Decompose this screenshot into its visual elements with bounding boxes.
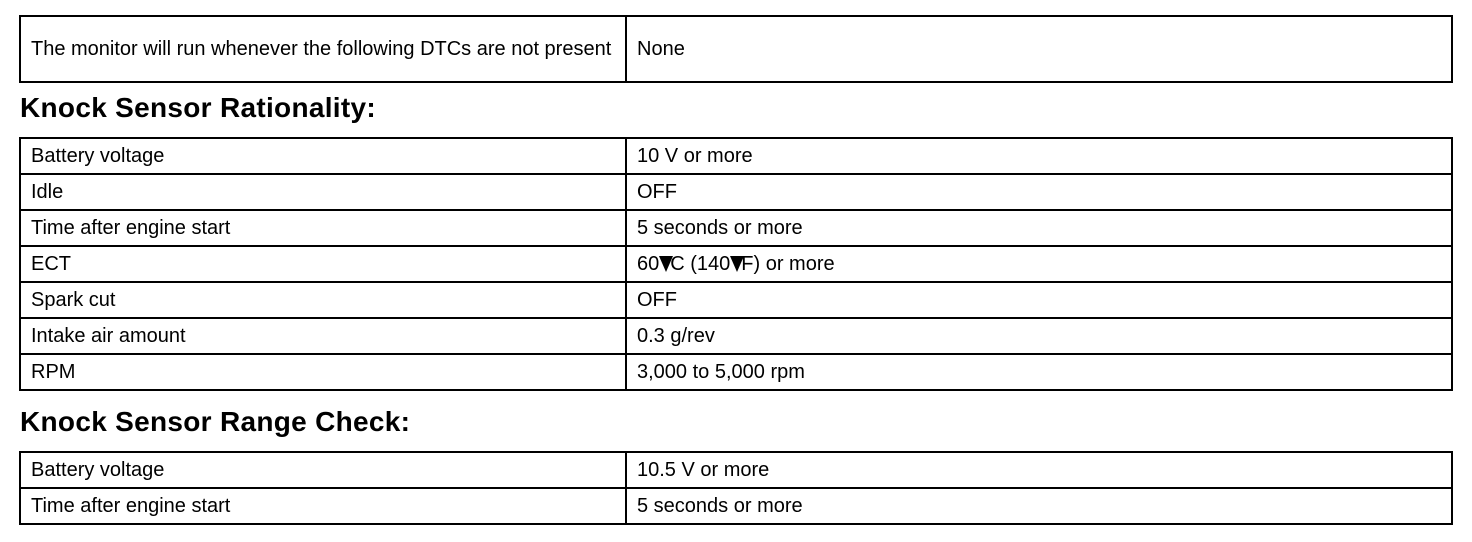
row-label: Time after engine start xyxy=(20,488,626,524)
row-value: 0.3 g/rev xyxy=(626,318,1452,354)
row-value: 10 V or more xyxy=(626,138,1452,174)
row-value: 5 seconds or more xyxy=(626,488,1452,524)
row-label: Battery voltage xyxy=(20,452,626,488)
row-label: Idle xyxy=(20,174,626,210)
row-value xyxy=(626,246,1452,282)
table-row xyxy=(20,354,1452,390)
row-label: RPM xyxy=(20,354,626,390)
row-value: 10.5 V or more xyxy=(626,452,1452,488)
range-check-table xyxy=(19,451,1453,525)
table-row xyxy=(20,210,1452,246)
row-value: None xyxy=(626,16,1452,82)
section-heading-rationality: Knock Sensor Rationality: xyxy=(20,92,377,123)
table-row xyxy=(20,246,1452,282)
row-label: Battery voltage xyxy=(20,138,626,174)
ect-value-part: 60 xyxy=(637,253,660,275)
table-row xyxy=(20,452,1452,488)
row-value: OFF xyxy=(626,282,1452,318)
table-row xyxy=(20,174,1452,210)
row-label: ECT xyxy=(20,246,626,282)
row-label: The monitor will run whenever the following DTCs are not present xyxy=(20,16,626,82)
ect-value-part: C (140 xyxy=(670,253,731,275)
row-value: 3,000 to 5,000 rpm xyxy=(626,354,1452,390)
monitor-conditions-table xyxy=(19,15,1453,83)
row-value: OFF xyxy=(626,174,1452,210)
row-label: Spark cut xyxy=(20,282,626,318)
table-row xyxy=(20,138,1452,174)
table-row xyxy=(20,488,1452,524)
rationality-table xyxy=(19,137,1453,391)
ect-value-part: F) or more xyxy=(741,253,835,275)
table-row xyxy=(20,282,1452,318)
table-row xyxy=(20,16,1452,82)
row-value: 5 seconds or more xyxy=(626,210,1452,246)
row-label: Time after engine start xyxy=(20,210,626,246)
table-row xyxy=(20,318,1452,354)
row-label: Intake air amount xyxy=(20,318,626,354)
section-heading-range-check: Knock Sensor Range Check: xyxy=(20,406,411,437)
